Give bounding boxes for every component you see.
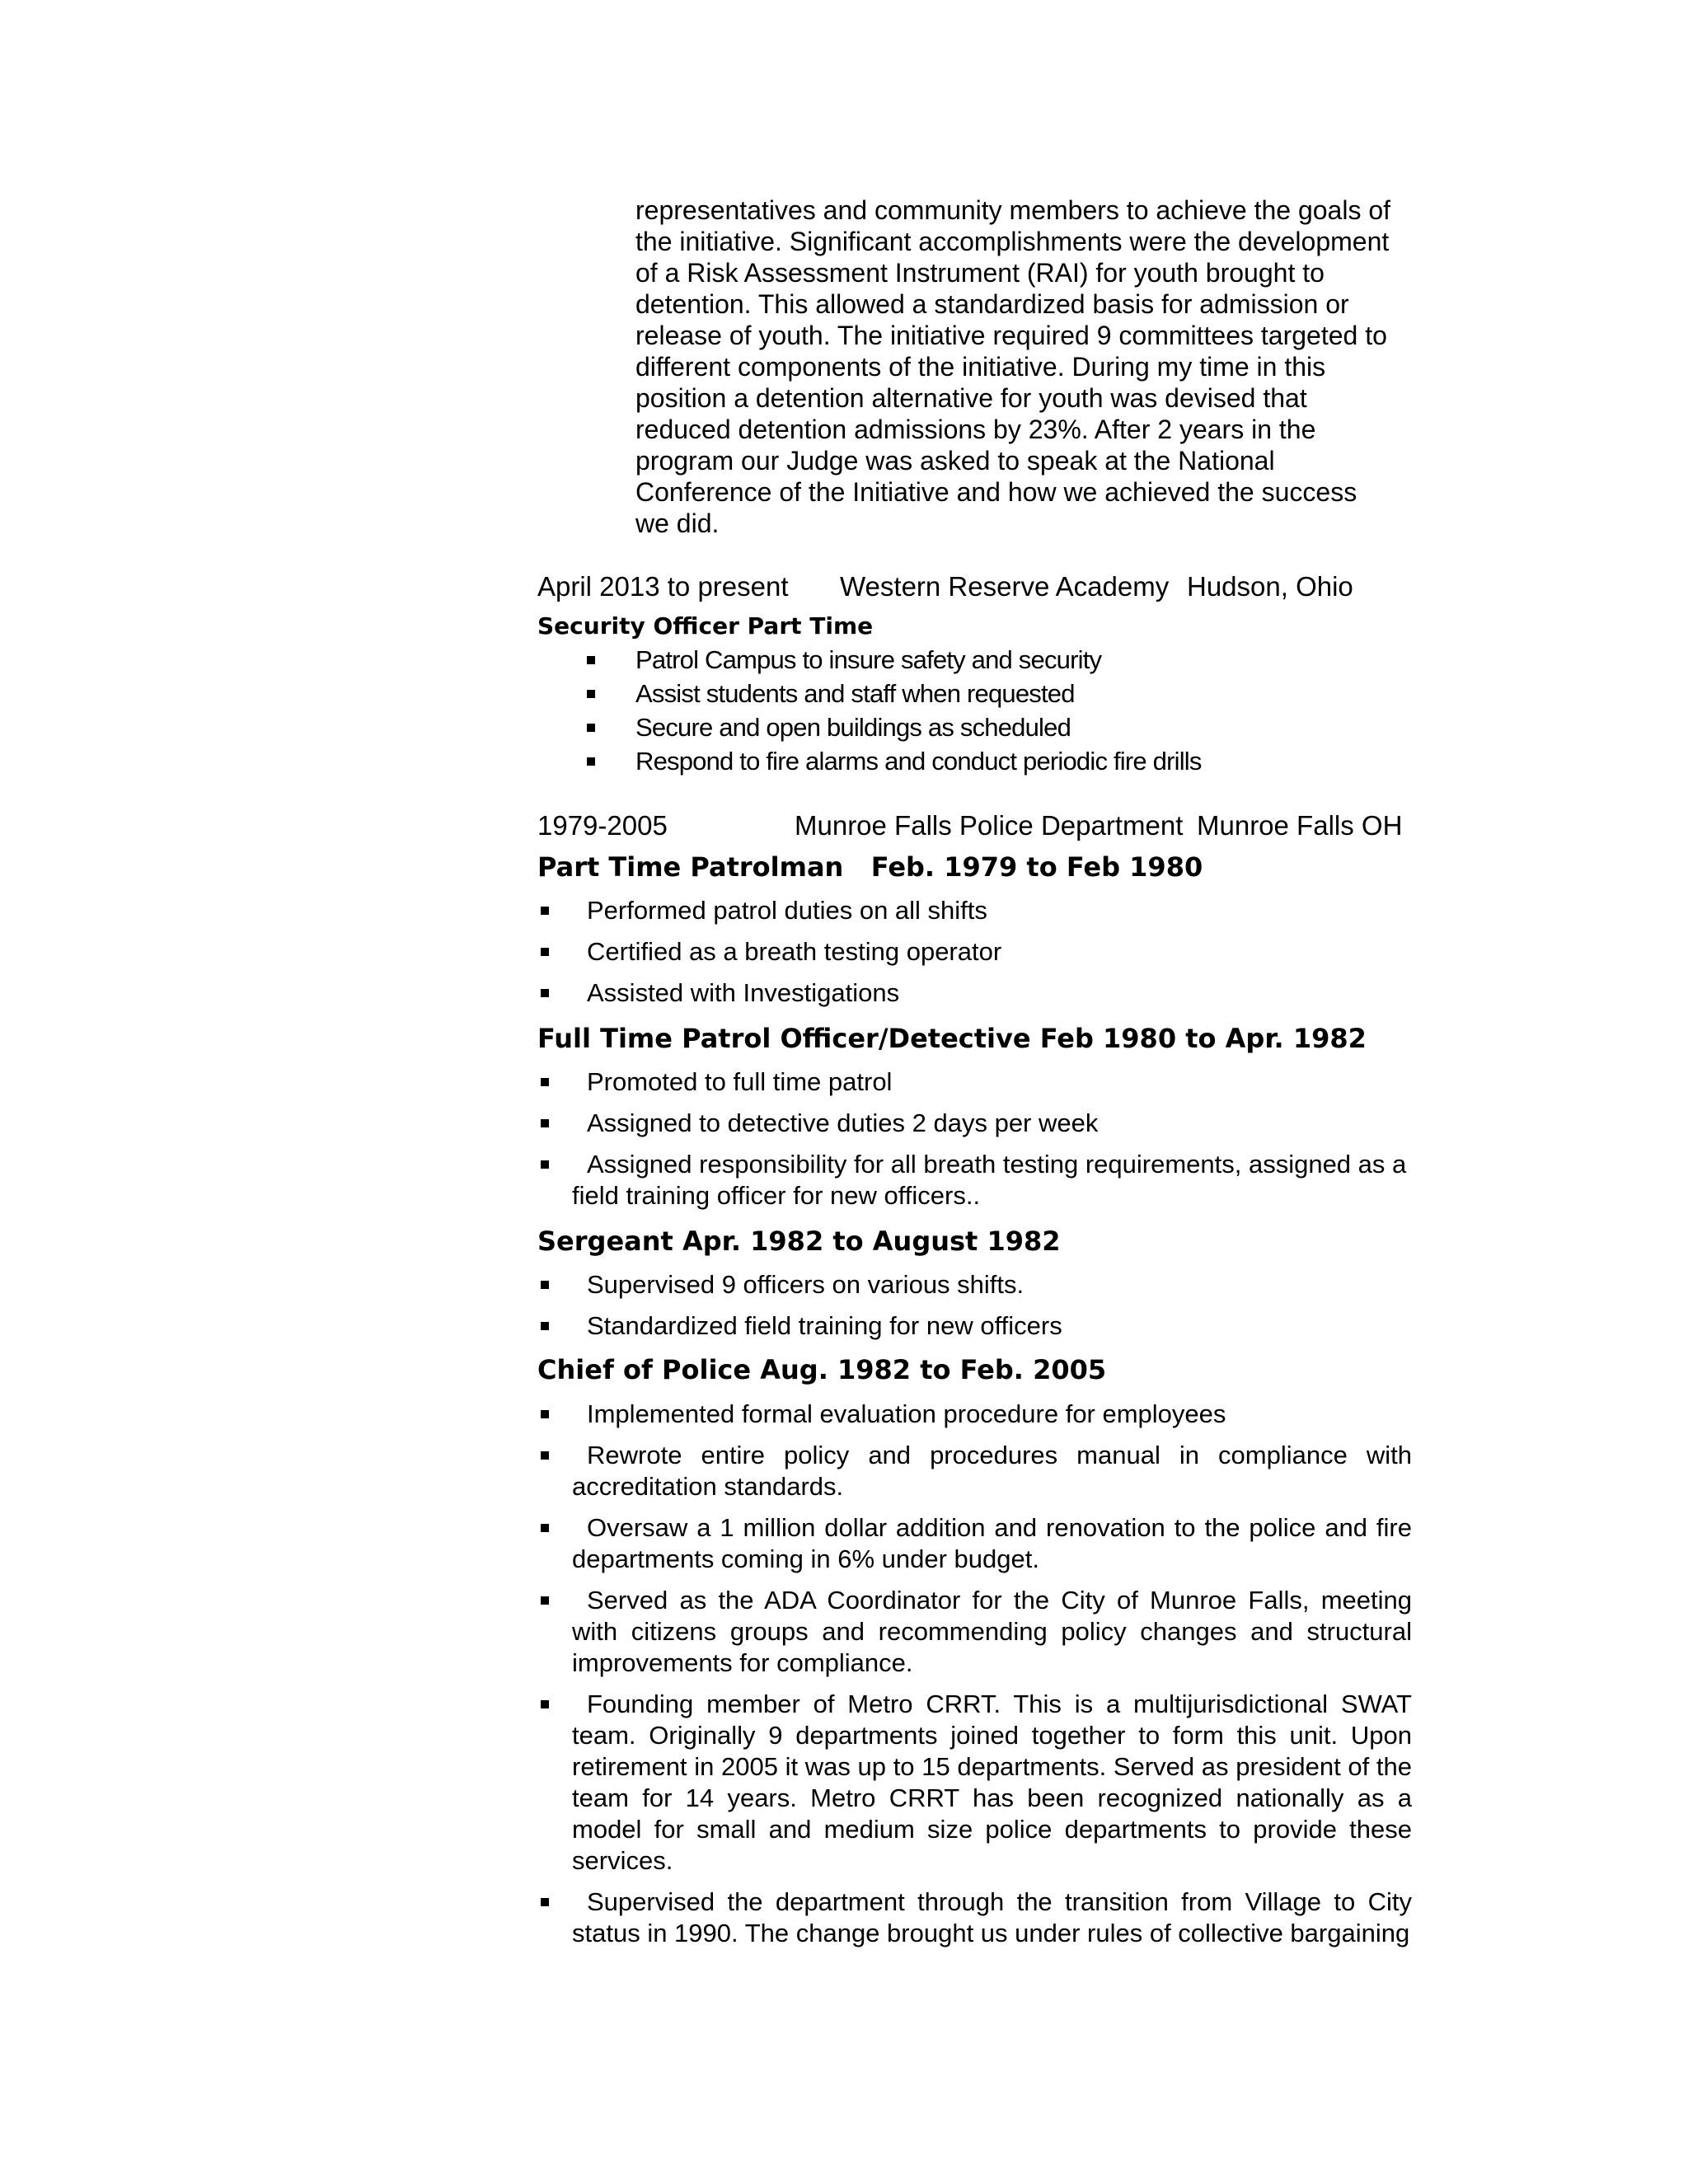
list-item: Performed patrol duties on all shifts: [537, 895, 1412, 926]
bullet-square-icon: [541, 1160, 549, 1169]
role-duties-list: [537, 895, 1412, 1019]
list-item: Founding member of Metro CRRT. This is a multijurisdictional SWAT team. Originally 9 departments joined together to form this unit. Upon retirement in 2005 it was up to 15 departments. Served as president of the team for 14 years. Metro CRRT has been recognized nationally as a model for small and medium size police departments to provide these services.: [537, 1689, 1412, 1877]
list-item: Assisted with Investigations: [537, 977, 1412, 1009]
list-item: Patrol Campus to insure safety and security: [587, 643, 1202, 677]
list-item: Promoted to full time patrol: [537, 1066, 1412, 1098]
paragraph-line: representatives and community members to achieve the goals of: [635, 195, 1391, 225]
job-location: Hudson, Ohio: [1187, 571, 1353, 602]
paragraph-line: detention. This allowed a standardized basis for admission or: [635, 289, 1349, 319]
paragraph-line: we did.: [635, 509, 720, 538]
bullet-square-icon: [587, 757, 595, 766]
wra-duties-list: [587, 643, 1202, 778]
list-item: Supervised the department through the transition from Village to City status in 1990. The change brought us under rules of collective bargaining: [537, 1886, 1412, 1949]
paragraph-line: Conference of the Initiative and how we achieved the success: [635, 477, 1357, 507]
role-title: Sergeant Apr. 1982 to August 1982: [537, 1226, 1061, 1257]
paragraph-line: the initiative. Significant accomplishments were the development: [635, 227, 1390, 256]
list-item: Supervised 9 officers on various shifts.: [537, 1269, 1412, 1301]
paragraph-line: release of youth. The initiative required 9 committees targeted to: [635, 321, 1387, 350]
continued-paragraph: [635, 194, 1460, 539]
paragraph-line: position a detention alternative for youth was devised that: [635, 383, 1307, 413]
bullet-square-icon: [541, 1410, 549, 1418]
bullet-square-icon: [541, 1451, 549, 1460]
job-dates: April 2013 to present: [537, 571, 789, 602]
bullet-square-icon: [587, 656, 595, 664]
role-duties-list: [537, 1399, 1412, 1959]
job-dates: 1979-2005: [537, 810, 668, 841]
list-item: Rewrote entire policy and procedures manual in compliance with accreditation standards.: [537, 1440, 1412, 1502]
role-title: Part Time Patrolman Feb. 1979 to Feb 1980: [537, 851, 1203, 883]
role-title: Chief of Police Aug. 1982 to Feb. 2005: [537, 1354, 1107, 1385]
paragraph-line: different components of the initiative. During my time in this: [635, 352, 1326, 382]
paragraph-line: program our Judge was asked to speak at the National: [635, 446, 1275, 476]
bullet-square-icon: [541, 1281, 549, 1289]
paragraph-line: reduced detention admissions by 23%. After 2 years in the: [635, 415, 1316, 444]
list-item: Oversaw a 1 million dollar addition and renovation to the police and fire departments coming in 6% under budget.: [537, 1512, 1412, 1575]
bullet-square-icon: [541, 1322, 549, 1330]
bullet-square-icon: [587, 724, 595, 732]
bullet-square-icon: [587, 690, 595, 698]
job-employer: Western Reserve Academy: [840, 571, 1170, 602]
bullet-square-icon: [541, 1119, 549, 1127]
bullet-square-icon: [541, 1078, 549, 1086]
list-item: Respond to fire alarms and conduct periodic fire drills: [587, 744, 1202, 778]
list-item: Standardized field training for new officers: [537, 1310, 1412, 1342]
list-item: Assigned to detective duties 2 days per week: [537, 1108, 1412, 1139]
list-item: Secure and open buildings as scheduled: [587, 710, 1202, 744]
list-item: Implemented formal evaluation procedure for employees: [537, 1399, 1412, 1430]
bullet-square-icon: [541, 1596, 549, 1605]
bullet-square-icon: [541, 907, 549, 915]
role-duties-list: [537, 1269, 1412, 1352]
bullet-square-icon: [541, 989, 549, 997]
list-item: Assist students and staff when requested: [587, 677, 1202, 710]
list-item: Served as the ADA Coordinator for the City of Munroe Falls, meeting with citizens groups and recommending policy changes and structural improvements for compliance.: [537, 1585, 1412, 1679]
paragraph-line: of a Risk Assessment Instrument (RAI) for youth brought to: [635, 258, 1325, 288]
list-item: Assigned responsibility for all breath testing requirements, assigned as a field training officer for new officers..: [537, 1149, 1412, 1212]
job-title-wra: Security Officer Part Time: [537, 612, 874, 640]
job-employer: Munroe Falls Police Department: [795, 810, 1184, 841]
bullet-square-icon: [541, 948, 549, 956]
bullet-square-icon: [541, 1524, 549, 1532]
job-location: Munroe Falls OH: [1197, 810, 1403, 841]
role-title: Full Time Patrol Officer/Detective Feb 1980 to Apr. 1982: [537, 1023, 1367, 1054]
bullet-square-icon: [541, 1898, 549, 1906]
list-item: Certified as a breath testing operator: [537, 936, 1412, 968]
role-duties-list: [537, 1066, 1412, 1221]
bullet-square-icon: [541, 1700, 549, 1708]
